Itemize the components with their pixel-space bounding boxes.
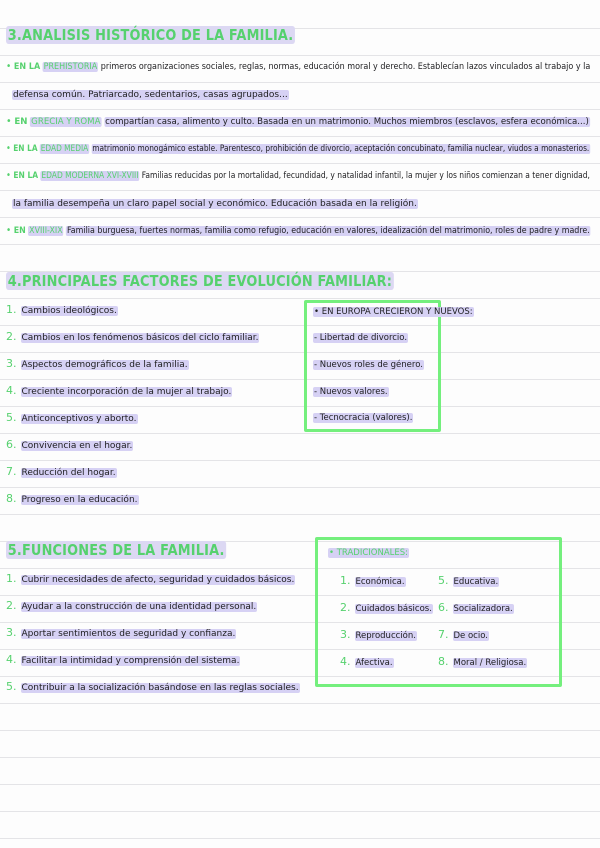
traditional-function: 1. Económica. bbox=[340, 574, 405, 587]
box-item: - Tecnocracia (valores). bbox=[314, 413, 413, 423]
function-item: 5. Contribuir a la socialización basándose en las reglas sociales. bbox=[6, 680, 299, 693]
function-item: 2. Ayudar a la construcción de una identidad personal. bbox=[6, 599, 257, 612]
box-item: - Nuevos valores. bbox=[314, 387, 388, 397]
box-item: - Libertad de divorcio. bbox=[314, 333, 408, 343]
section-4-title: 4.PRINCIPALES FACTORES DE EVOLUCIÓN FAMILIAR: bbox=[7, 272, 393, 290]
function-item: 4. Facilitar la intimidad y comprensión del sistema. bbox=[6, 653, 240, 666]
traditional-function: 8. Moral / Religiosa. bbox=[438, 655, 527, 668]
history-line-greece-rome: • EN GRECIA Y ROMA compartían casa, alimento y culto. Basada en un matrimonio. Muchos miembros (esclavos, esfera económica...) bbox=[6, 116, 589, 127]
factor-item: 4. Creciente incorporación de la mujer al trabajo. bbox=[6, 384, 232, 397]
traditional-functions-box bbox=[315, 537, 562, 687]
history-line-prehistory-cont: defensa común. Patriarcado, sedentarios, casas agrupados... bbox=[13, 90, 288, 100]
box-heading: • EN EUROPA CRECIERON Y NUEVOS: bbox=[314, 307, 473, 317]
factor-item: 8. Progreso en la educación. bbox=[6, 492, 138, 505]
factor-item: 1. Cambios ideológicos. bbox=[6, 303, 117, 316]
traditional-function: 2. Cuidados básicos. bbox=[340, 601, 432, 614]
factor-item: 3. Aspectos demográficos de la familia. bbox=[6, 357, 188, 370]
traditional-function: 5. Educativa. bbox=[438, 574, 499, 587]
box-item: - Nuevos roles de género. bbox=[314, 360, 423, 370]
europe-trends-box bbox=[304, 300, 473, 432]
traditional-function: 4. Afectiva. bbox=[340, 655, 393, 668]
function-item: 1. Cubrir necesidades de afecto, seguridad y cuidados básicos. bbox=[6, 572, 295, 585]
traditional-function: 7. De ocio. bbox=[438, 628, 488, 641]
box-title: • TRADICIONALES: bbox=[329, 548, 409, 558]
history-line-modern-age-cont: la familia desempeña un claro papel social y económico. Educación basada en la religión. bbox=[13, 199, 417, 209]
history-line-18-19: • EN XVIII-XIX Familia burguesa, fuertes normas, familia como refugio, educación en valores, idealización del matrimonio, roles de padre y madre. bbox=[6, 225, 590, 236]
history-line-modern-age: • EN LA EDAD MODERNA XVI-XVIII Familias reducidas por la mortalidad, fecundidad, y natalidad infantil, la mujer y los niños comienzan a tener dignidad, bbox=[6, 170, 590, 181]
section-5-title: 5.FUNCIONES DE LA FAMILIA. bbox=[7, 541, 225, 559]
factor-item: 5. Anticonceptivos y aborto. bbox=[6, 411, 137, 424]
factor-item: 7. Reducción del hogar. bbox=[6, 465, 116, 478]
history-line-prehistory: • EN LA PREHISTORIA primeros organizaciones sociales, reglas, normas, educación moral y derecho. Establecían lazos vinculados al trabajo y la bbox=[6, 61, 591, 72]
traditional-function: 6. Socializadora. bbox=[438, 601, 513, 614]
function-item: 3. Aportar sentimientos de seguridad y confianza. bbox=[6, 626, 236, 639]
section-3-title: 3.ANALISIS HISTÓRICO DE LA FAMILIA. bbox=[7, 26, 294, 44]
factor-item: 6. Convivencia en el hogar. bbox=[6, 438, 133, 451]
traditional-function: 3. Reproducción. bbox=[340, 628, 416, 641]
factor-item: 2. Cambios en los fenómenos básicos del ciclo familiar. bbox=[6, 330, 259, 343]
history-line-middle-ages: • EN LA EDAD MEDIA matrimonio monogámico estable. Parentesco, prohibición de divorcio, aceptación concubinato, familia nuclear, viudos a monasterios. bbox=[6, 143, 590, 154]
